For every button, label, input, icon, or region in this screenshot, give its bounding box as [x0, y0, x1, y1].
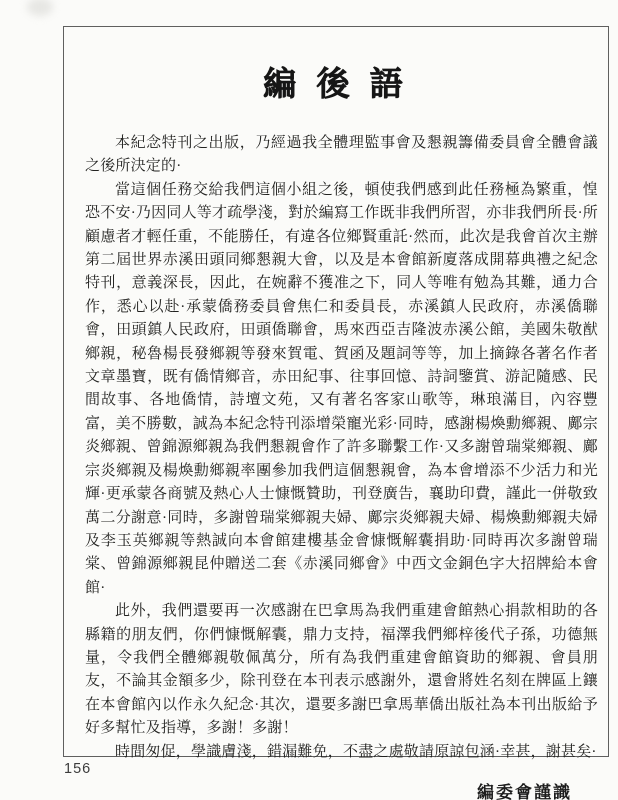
page-number: 156	[64, 761, 92, 777]
paragraph-intro: 本紀念特刊之出版，乃經過我全體理監事會及懇親籌備委員會全體會議之後所決定的·	[85, 135, 598, 175]
scan-smudge-artifact	[27, 0, 53, 16]
paragraph-main: 當這個任務交給我們這個小組之後，頓使我們感到此任務極為繁重，惶恐不安·乃因同人等才疏學淺，對於編寫工作既非我們所習，亦非我們所長·所顧慮者才輕任重，不能勝任，有違各位鄉賢重託·然而，此次是我會首次主辦第二屆世界赤溪田頭同鄉懇親大會，以及是本會館新廈落成開幕典禮之紀念特刊，意義深長，因此，在婉辭不獲准之下，同人等唯有勉為其難，通力合作，悉心以赴·承蒙僑務委員會焦仁和委員長，赤溪鎮人民政府，赤溪僑聯會，田頭鎮人民政府，田頭僑聯會，馬來西亞吉隆波赤溪公館，美國朱敬猷鄉親，秘魯楊長發鄉親等發來賀電、賀函及題詞等等，加上摘錄各著名作者文章墨寶，既有僑情鄉音，赤田紀事、往事回憶、詩詞鑒賞、游記隨感、民間故事、各地僑情，詩壇文苑，又有著名客家山歌等，琳琅滿目，內容豐富，美不勝數，誠為本紀念特刊添增榮寵光彩·同時，感謝楊煥勳鄉親、鄺宗炎鄉親、曾錦源鄉親為我們懇親會作了許多聯繫工作·又多謝曾瑞棠鄉親、鄺宗炎鄉親及楊煥勳鄉親率團參加我們這個懇親會，為本會增添不少活力和光輝·更承蒙各商號及熱心人士慷慨贊助，刊登廣告，襄助印費，謹此一併敬致萬二分謝意·同時，多謝曾瑞棠鄉親夫婦、鄺宗炎鄉親夫婦、楊煥勳鄉親夫婦及李玉英鄉親等熱誠向本會館建樓基金會慷慨解囊捐助·同時再次多謝曾瑞棠、曾錦源鄉親昆仲贈送二套《赤溪同鄉會》中西文金銅色字大招牌給本會館·	[85, 181, 598, 596]
paragraph-thanks: 此外，我們還要再一次感謝在巴拿馬為我們重建會館熱心捐款相助的各縣籍的朋友們，你們慷慨解囊，鼎力支持，福澤我們鄉梓後代子孫，功德無量，令我們全體鄉親敬佩萬分，所有為我們重建會館資助的鄉親、會員朋友，不論其金額多少，除刊登在本刊表示感謝外，還會將姓名刻在牌區上鑲在本會館內以作永久紀念·其次，還要多謝巴拿馬華僑出版社為本刊出版給予好多幫忙及指導，多謝！多謝！	[85, 603, 598, 737]
paragraph-closing: 時間匆促，學識膚淺，錯漏難免，不盡之處敬請原諒包涵·幸甚，謝甚矣·	[115, 743, 597, 760]
body-text	[85, 132, 598, 764]
editorial-committee-signature: 編委會謹識	[477, 782, 572, 800]
page-title: 編 後 語	[263, 67, 409, 103]
